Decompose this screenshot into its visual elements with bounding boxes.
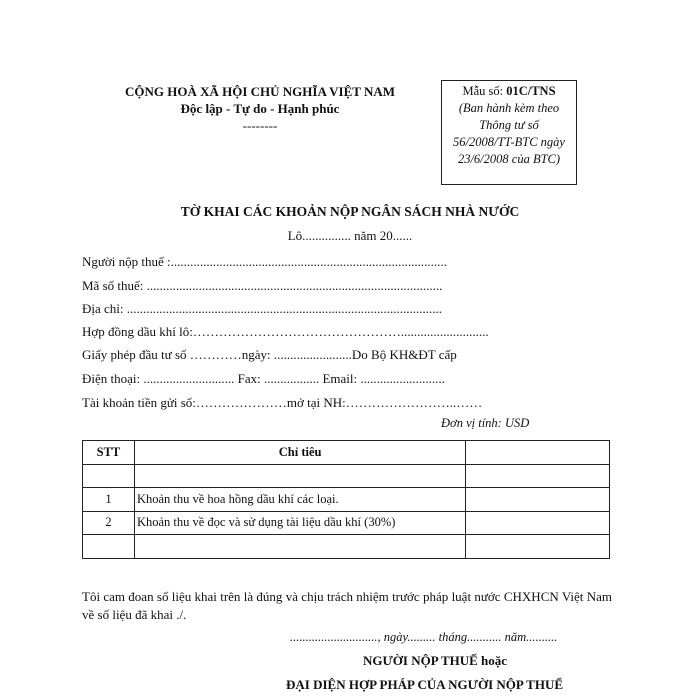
row-stt: 2 xyxy=(83,511,135,535)
column-header-item: Chỉ tiêu xyxy=(134,441,465,465)
tax-code-field[interactable]: Mã số thuế: ........................................................................................... xyxy=(82,278,443,293)
form-number-box xyxy=(441,80,577,185)
signature-title: NGƯỜI NỘP THUẾ hoặc xyxy=(362,653,508,668)
oil-contract-field[interactable]: Hợp đồng dầu khí lô:…………………………………………........................... xyxy=(82,324,489,339)
row-item xyxy=(134,464,465,488)
row-value[interactable] xyxy=(466,464,610,488)
form-note-line: 56/2008/TT-BTC ngày xyxy=(453,135,565,149)
row-item: Khoản thu về hoa hồng dầu khí các loại. xyxy=(134,488,465,512)
items-table xyxy=(82,440,610,559)
row-value[interactable] xyxy=(466,535,610,559)
column-header-stt: STT xyxy=(83,441,135,465)
form-number xyxy=(442,83,576,100)
form-note-line: Thông tư số xyxy=(479,118,539,132)
bank-account-field[interactable]: Tài khoản tiền gửi số:…………………mở tại NH:……………………..…… xyxy=(82,395,483,410)
row-value[interactable] xyxy=(466,488,610,512)
row-stt: 1 xyxy=(83,488,135,512)
signature-subtitle: ĐẠI DIỆN HỢP PHÁP CỦA NGƯỜI NỘP THUẾ xyxy=(286,677,563,692)
form-code: 01C/TNS xyxy=(506,84,556,98)
row-value[interactable] xyxy=(466,511,610,535)
form-note-line: 23/6/2008 của BTC) xyxy=(457,152,561,166)
form-note-line: (Ban hành kèm theo xyxy=(458,101,560,115)
table-row xyxy=(83,511,610,535)
contact-field[interactable]: Điện thoại: ............................ Fax: ................. Email: .......................... xyxy=(82,371,445,386)
address-field[interactable]: Địa chỉ: ................................................................................................. xyxy=(82,301,443,316)
taxpayer-field[interactable]: Người nộp thuế :..................................................................................... xyxy=(82,254,447,269)
country-name: CỘNG HOÀ XÃ HỘI CHỦ NGHĨA VIỆT NAM xyxy=(124,84,396,99)
row-item xyxy=(134,535,465,559)
date-line[interactable]: ............................, ngày......... tháng........... năm.......... xyxy=(290,630,558,644)
column-header-value xyxy=(466,441,610,465)
national-header xyxy=(110,83,410,134)
document-title: TỜ KHAI CÁC KHOẢN NỘP NGÂN SÁCH NHÀ NƯỚC xyxy=(180,204,520,219)
table-row xyxy=(83,464,610,488)
row-stt xyxy=(83,535,135,559)
national-motto: Độc lập - Tự do - Hạnh phúc xyxy=(180,101,340,116)
currency-unit: Đơn vị tính: USD xyxy=(441,416,530,430)
table-header-row xyxy=(83,441,610,465)
investment-license-field[interactable]: Giấy phép đầu tư số …………ngày: ........................Do Bộ KH&ĐT cấp xyxy=(82,347,457,362)
table-row xyxy=(83,535,610,559)
commitment-statement: Tôi cam đoan số liệu khai trên là đúng và chịu trách nhiệm trước pháp luật nước CHXHCN Việt Nam về số liệu đã khai ./. xyxy=(82,589,612,622)
row-item: Khoản thu về đọc và sử dụng tài liệu dầu khí (30%) xyxy=(134,511,465,535)
form-number-prefix: Mẫu số: xyxy=(462,84,507,98)
table-row xyxy=(83,488,610,512)
document-subtitle: Lô............... năm 20...... xyxy=(287,228,413,243)
row-stt xyxy=(83,464,135,488)
header-divider: -------- xyxy=(242,118,278,133)
